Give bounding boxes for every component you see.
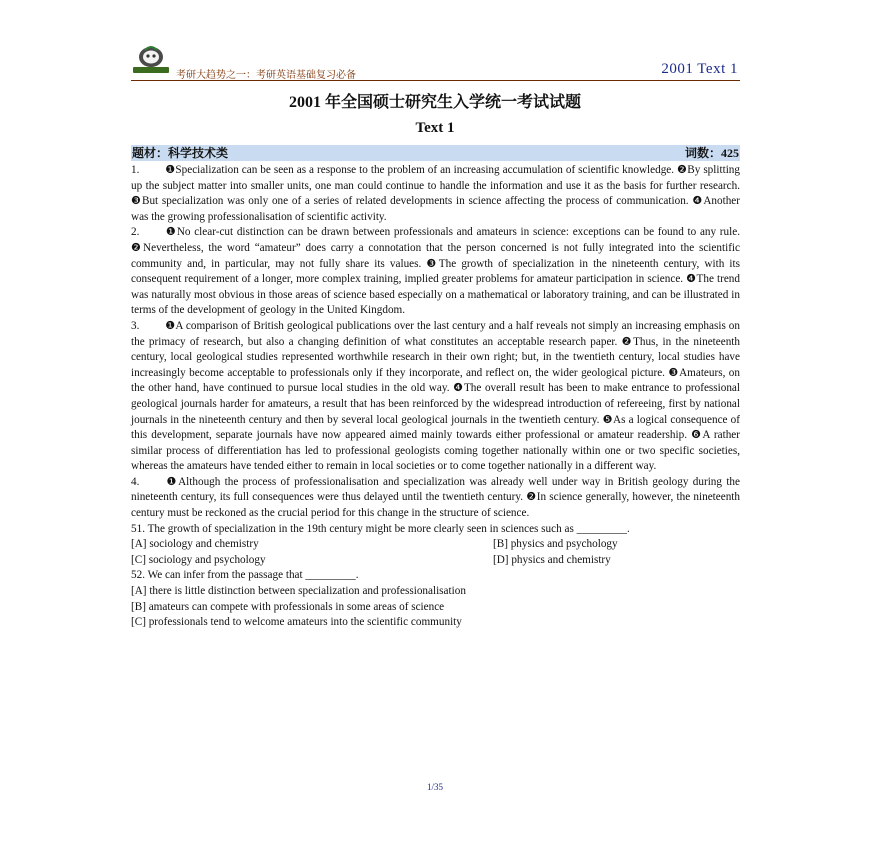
header-rule (131, 80, 740, 81)
paragraph-number: 2. (131, 226, 140, 239)
word-count-label: 词数：425 (684, 146, 739, 160)
paragraph-text: ❶A comparison of British geological publications over the last century and a half reveals not simply an increasing emphasis on the primacy of research, but also a changing definition of what constitutes an acceptable research paper. ❷Thus, in the nineteenth century, local geological studies represented worthwhile research in their own right; but, in the twentieth century, local studies have increasingly become acceptable to professionals only if they incorporate, and reflect on, the wider geological picture. ❸Amateurs, on the other hand, have continued to pursue local studies in the old way. ❹The overall result has been to make entrance to professional geological journals harder for amateurs, a result that has been reinforced by the widespread introduction of refereeing, first by national journals in the nineteenth century and then by several local geological journals in the twentieth century. ❺As a logical consequence of this development, separate journals have now appeared aimed mainly towards either professional or amateur readership. ❻A rather similar process of differentiation has led to professional geologists coming together nationally within one or two specific societies, whereas the amateurs have tended either to remain in local societies or to come together nationally in a different way. (131, 319, 740, 473)
paragraph-text: ❶Although the process of professionalisation and specialization was already well under way in British geology during the nineteenth century, its full consequences were thus delayed until the twentieth century. ❷In science generally, however, the nineteenth century must be reckoned as the crucial period for this change in the structure of science. (131, 475, 740, 520)
paragraph (131, 475, 740, 522)
question-52-stem: 52. We can infer from the passage that _________. (131, 569, 359, 582)
paragraph (131, 163, 740, 225)
header-left-text: 考研大趋势之一：考研英语基础复习必备 (176, 70, 356, 81)
option-51-b: [B] physics and psychology (493, 538, 618, 551)
option-52-c: [C] professionals tend to welcome amateurs into the scientific community (131, 616, 462, 629)
question-51-stem: 51. The growth of specialization in the 19th century might be more clearly seen in sciences such as _________. (131, 522, 630, 535)
topic-label: 题材：科学技术类 (132, 146, 229, 160)
logo-icon (131, 44, 171, 76)
page-number: 1/35 (426, 782, 443, 792)
paragraph-number: 4. (131, 475, 140, 488)
paragraph-number: 3. (131, 319, 140, 332)
question-51-options-row-1 (131, 537, 740, 553)
paragraph-text: ❶Specialization can be seen as a response to the problem of an increasing accumulation of scientific knowledge. ❷By splitting up the subject matter into smaller units, one man could continue to handle the information and use it as the basis for further research. ❸But specialization was only one of a series of related developments in science affecting the process of communication. ❹Another was the growing professionalisation of scientific activity. (131, 164, 740, 223)
option-52-b: [B] amateurs can compete with professionals in some areas of science (131, 600, 445, 613)
topic-bar (131, 145, 740, 161)
paragraph-text: ❶No clear-cut distinction can be drawn between professionals and amateurs in science: exceptions can be found to any rule. ❷Nevertheless, the word “amateur” does carry a connotation that the person concerned is not fully integrated into the scientific community and, in particular, may not fully share its values. ❸The growth of specialization in the nineteenth century, with its consequent requirement of a longer, more complex training, implied greater problems for amateur participation in science. ❹The trend was naturally most obvious in those areas of science based especially on a mathematical or laboratory training, and can be illustrated in terms of the development of geology in the United Kingdom. (131, 226, 740, 317)
paragraph (131, 319, 740, 475)
option-52-a: [A] there is little distinction between specialization and professionalisation (131, 585, 466, 598)
text-label: Text 1 (415, 120, 455, 136)
header-right-text: 2001 Text 1 (661, 61, 738, 77)
page-title: 2001 年全国硕士研究生入学统一考试试题 (288, 94, 581, 111)
question-51-options-row-2 (131, 553, 740, 569)
option-51-c: [C] sociology and psychology (131, 553, 266, 566)
paragraph-number: 1. (131, 164, 140, 176)
option-51-a: [A] sociology and chemistry (131, 538, 259, 551)
passage (131, 163, 740, 631)
paragraph (131, 225, 740, 319)
option-51-d: [D] physics and chemistry (493, 553, 611, 566)
